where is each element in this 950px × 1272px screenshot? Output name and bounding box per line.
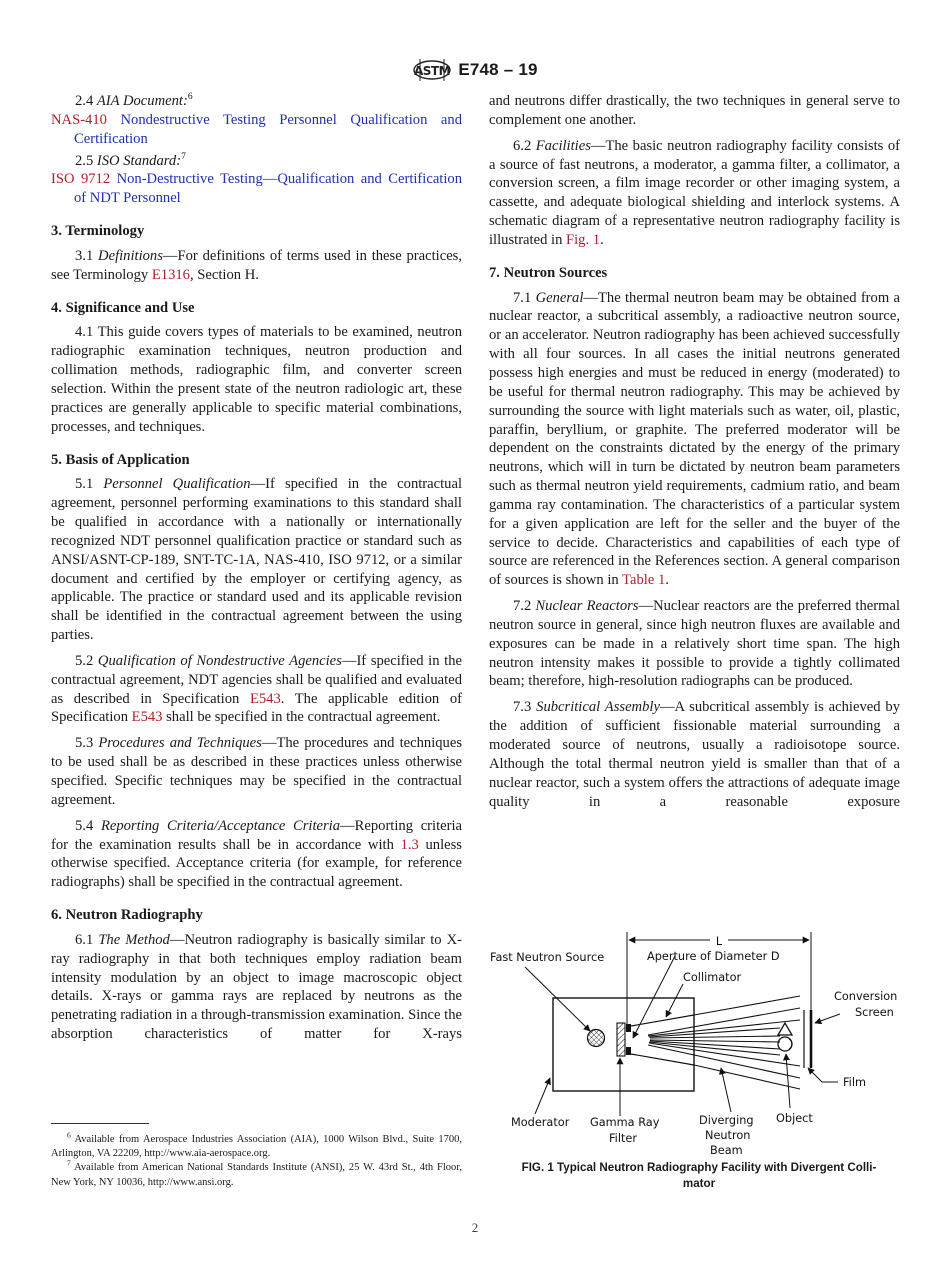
svg-text:Moderator: Moderator (511, 1116, 570, 1129)
section-7-3: 7.3 Subcritical Assembly—A subcritical assembly is achieved by the addition of sufficient fissionable material surrounding a moderated source of neutrons, usually a radioisotope source. Although the total thermal neutron yield is smaller than that of a nuclear reactor, such a system offers the attractions of adequate image quality in a reasonable exposure (489, 699, 901, 810)
link-iso-9712[interactable]: ISO 9712 (51, 171, 111, 188)
figure-1-neutron-radiography-facility (484, 925, 914, 1197)
heading-terminology: 3. Terminology (51, 223, 145, 240)
left-column (51, 92, 462, 1051)
svg-text:Beam: Beam (710, 1144, 743, 1157)
facility-schematic-diagram (484, 925, 914, 1160)
link-e1316[interactable]: E1316 (151, 266, 190, 283)
section-5-4: 5.4 Reporting Criteria/Acceptance Criteria—Reporting criteria for the examination results shall be in accordance with 1.3 unless otherwise specified. Acceptance criteria (for example, for reference radiographs) shall be specified in the contractual agreement. (51, 817, 463, 891)
section-5-2: 5.2 Qualification of Nondestructive Agencies—If specified in the contractual agreement, NDT agencies shall be qualified and evaluated as described in Specification E543. The applicable edition of Specification E543 shall be specified in the contractual agreement. (51, 652, 462, 726)
reference-iso-9712 (51, 170, 462, 208)
section-7-1: 7.1 General—The thermal neutron beam may be obtained from a nuclear reactor, a subcritical assembly, a radioactive neutron source, or an accelerator. Neutron radiography has been achieved successfully with all four sources. In all cases the initial neutrons generated possess high energies and must be reduced in energy (moderated) to be useful for thermal neutron radiography. This may be achieved by surrounding the source with light materials such as water, oil, plastic, paraffin, beryllium, or graphite. The preferred moderator will be dependent on the constraints dictated by the energy of the primary neutrons, which will in turn be dictated by neutron beam parameters such as thermal neutron yield requirements, cadmium ratio, and beam gamma ray contamination. The characteristics of a particular system for a given application are left for the seller and the buyer of the service to decide. Characteristics and capabilities of each type of source are referenced in the References section. A general comparison of sources is shown in Table 1. (489, 289, 900, 589)
section-7-2: 7.2 Nuclear Reactors—Nuclear reactors are the preferred thermal neutron source in general, since high neutron fluxes are available and exposures can be made in a relatively short time span. The high neutron intensity makes it possible to provide a tightly collimated beam; therefore, high-resolution radiographs can be produced. (489, 598, 901, 690)
reference-nas-410 (51, 111, 462, 149)
footnote-7: $^7$ Available from American National Standards Institute (ANSI), 25 W. 43rd St., 4th Floor, New York, NY 10036, http://www.ansi.org. (51, 1158, 462, 1188)
svg-text:Neutron: Neutron (705, 1129, 751, 1142)
link-fig-1[interactable]: Fig. 1 (566, 231, 601, 248)
right-column (489, 92, 900, 818)
svg-text:Film: Film (843, 1076, 866, 1089)
svg-text:Screen: Screen (855, 1006, 894, 1019)
section-2-4: 2.4 AIA Document:$^6$ (75, 92, 193, 109)
footnotes (51, 1130, 462, 1190)
link-e543[interactable]: E543 (249, 690, 281, 707)
heading-neutron-sources: 7. Neutron Sources (489, 264, 608, 281)
svg-text:Diverging: Diverging (699, 1114, 754, 1127)
svg-text:Aperture of Diameter D: Aperture of Diameter D (647, 950, 780, 963)
link-e543-second[interactable]: E543 (131, 709, 163, 726)
diverging-neutron-beam (648, 996, 800, 1089)
link-nas-410[interactable]: NAS-410 (51, 111, 107, 128)
svg-text:Object: Object (776, 1112, 813, 1125)
object-circle-icon (778, 1037, 792, 1051)
section-5-1: 5.1 Personnel Qualification—If specified in the contractual agreement, personnel performing examinations to this standard shall be qualified in accordance with a nationally or internationally recognized NDT personnel qualification practice or standard such as ANSI/ASNT-CP-189, SNT-TC-1A, NAS-410, ISO 9712, or a similar document and certified by the employer or certifying agency, as applicable. The practice or standard used and its applicable revision shall be identified in the contractual agreement between the using parties. (51, 476, 463, 644)
page-header (0, 55, 950, 85)
caption-line-1: FIG. 1 Typical Neutron Radiography Facility with Divergent Colli- (521, 1161, 877, 1174)
astm-logo-icon (412, 56, 452, 84)
footnote-divider (51, 1123, 149, 1124)
section-4-1: 4.1 This guide covers types of materials to be examined, neutron radiographic examination techniques, neutron production and collimation methods, radiographic film, and converter screen selection. Within the present state of the neutron radiologic art, these practices are generally applicable to specific material combinations, processes, and techniques. (51, 324, 462, 435)
caption-line-2: mator (682, 1177, 716, 1190)
svg-text:Fast Neutron Source: Fast Neutron Source (490, 951, 605, 964)
link-nas-410-title[interactable]: Nondestructive Testing Personnel Qualification and Certification (74, 111, 462, 147)
section-6-1-continued: and neutrons differ drastically, the two techniques in general serve to complement one another. (489, 93, 900, 128)
section-3-1: 3.1 Definitions—For definitions of terms used in these practices, see Terminology E1316, Section H. (51, 247, 463, 283)
link-table-1[interactable]: Table 1 (622, 572, 666, 589)
heading-significance-and-use: 4. Significance and Use (51, 299, 195, 316)
link-iso-9712-title[interactable]: Non-Destructive Testing—Qualification and Certification of NDT Personnel (74, 171, 462, 207)
footnote-6: $^6$ Available from Aerospace Industries Association (AIA), 1000 Wilson Blvd., Suite 1700, Arlington, VA 22209, http://www.aia-aerospace.org. (51, 1130, 462, 1160)
svg-text:Filter: Filter (609, 1132, 637, 1145)
svg-text:L: L (715, 935, 723, 948)
section-6-2: 6.2 Facilities—The basic neutron radiography facility consists of a source of fast neutrons, a moderator, a gamma filter, a collimator, a conversion screen, a film image recorder or other imaging system, a cassette, and adequate biological shielding and interlock systems. A schematic diagram of a representative neutron radiography facility is illustrated in Fig. 1. (489, 137, 900, 248)
svg-text:ASTM: ASTM (414, 64, 451, 78)
object-triangle-icon (778, 1023, 792, 1035)
svg-text:Gamma Ray: Gamma Ray (590, 1116, 660, 1129)
page-number: 2 (471, 1220, 479, 1235)
section-2-5: 2.5 ISO Standard:$^7$ (75, 151, 186, 169)
heading-neutron-radiography: 6. Neutron Radiography (51, 907, 203, 924)
svg-text:Collimator: Collimator (683, 971, 742, 984)
heading-basis-of-application: 5. Basis of Application (51, 451, 190, 468)
section-6-1: 6.1 The Method—Neutron radiography is basically similar to X-ray radiography in that both techniques employ radiation beam intensity modulation by an object to image macroscopic object details. X-rays or gamma rays are replaced by neutrons as the penetrating radiation in a through-transmission examination. Since the absorption characteristics of matter for X-rays (51, 931, 463, 1043)
section-5-3: 5.3 Procedures and Techniques—The procedures and techniques to be used shall be as described in these practices unless otherwise specified. Specific techniques may be specified in the contractual agreement. (51, 735, 462, 808)
standard-designation: E748 – 19 (458, 60, 538, 79)
svg-text:Conversion: Conversion (834, 990, 898, 1003)
gamma-ray-filter (617, 1023, 625, 1056)
link-section-1-3[interactable]: 1.3 (400, 836, 419, 853)
fast-neutron-source-icon (588, 1030, 605, 1047)
figure-1-caption (484, 1160, 914, 1192)
